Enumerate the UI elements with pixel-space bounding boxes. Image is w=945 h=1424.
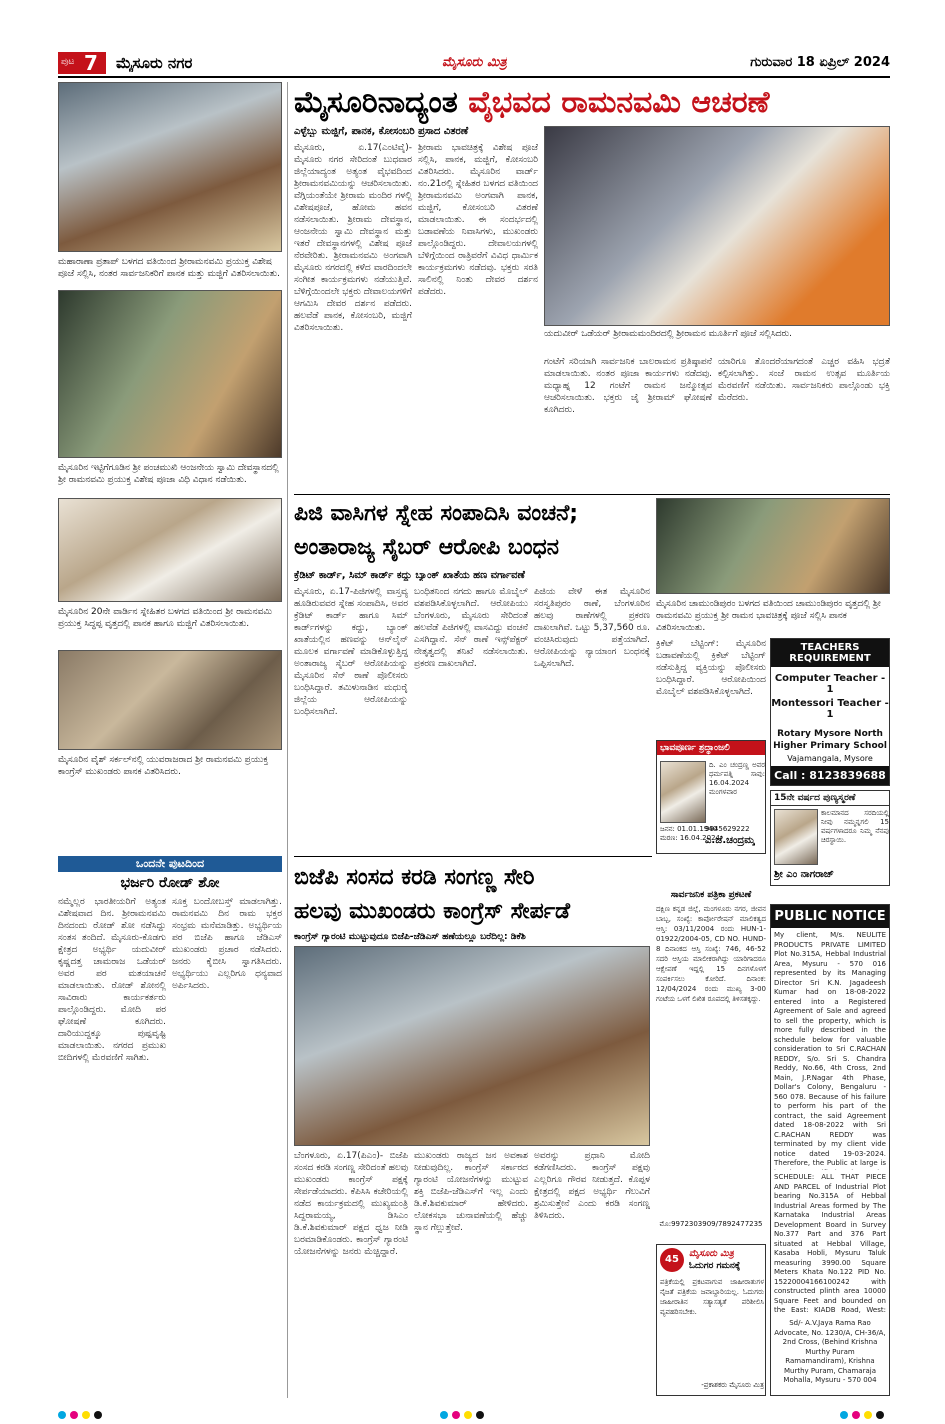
bjp-headline-1: ಬಿಜೆಪಿ ಸಂಸದ ಕರಡಿ ಸಂಗಣ್ಣ ಸೇರಿ	[294, 865, 535, 890]
cyber-headline-1: ಪಿಜಿ ವಾಸಿಗಳ ಸ್ನೇಹ ಸಂಪಾದಿಸಿ ವಂಚನೆ;	[294, 501, 579, 526]
lead-col2b: ಗಂಟೆಗೆ ಸರಿಯಾಗಿ ಸಾರ್ವಜನಿಕ ಬಾಲರಾಮನ ಪ್ರತಿಷ್ಠಾಪನೆ ಮಾಡಲಾಯಿತು. ನಂತರ ಪೂಜಾ ಕಾರ್ಯಗಳು ನಡೆದವು. ಮಧ್ಯಾಹ್ನ 12 ಗಂಟೆಗೆ ರಾಮನ ಜನ್ಮೋತ್ಸವ ಆಚರಿಸಲಾಯಿತು. ಭಕ್ತರು ಜೈ ಶ್ರೀರಾಮ್ ಘೋಷಣೆ ಕೂಗಿದರು.	[544, 357, 712, 415]
left-photo-1	[58, 82, 282, 252]
teachers-ad-place: Vajamangala, Mysore	[787, 754, 873, 763]
bjp-photo	[294, 946, 650, 1146]
cyber-subhead: ಕ್ರೆಡಿಟ್ ಕಾರ್ಡ್, ಸಿಮ್ ಕಾರ್ಡ್ ಕದ್ದು ಬ್ಯಾಂಕ್ ಖಾತೆಯ ಹಣ ವರ್ಗಾವಣೆ	[294, 570, 525, 581]
readers-note-badge: 45	[660, 1248, 684, 1272]
lead-col2: ಶ್ರೀರಾಮ ಭಾವಚಿತ್ರಕ್ಕೆ ವಿಶೇಷ ಪೂಜೆ ಸಲ್ಲಿಸಿ, ಪಾನಕ, ಮಜ್ಜಿಗೆ, ಕೋಸಂಬರಿ ವಿತರಿಸಿದರು. ಮೈಸೂರಿನ ವಾರ್ಡ್ ನಂ.21ರಲ್ಲಿ ಸ್ನೇಹಿತರ ಬಳಗದ ವತಿಯಿಂದ ಶ್ರೀರಾಮನವಮಿ ಅಂಗವಾಗಿ ಪಾನಕ, ಮಜ್ಜಿಗೆ, ಕೋಸಂಬರಿ ವಿತರಣೆ ಮಾಡಲಾಯಿತು. ಈ ಸಂದರ್ಭದಲ್ಲಿ ಬಡಾವಣೆಯ ನಿವಾಸಿಗಳು, ಮುಖಂಡರು ಪಾಲ್ಗೊಂಡಿದ್ದರು. ದೇವಾಲಯಗಳಲ್ಲಿ ಬೆಳಿಗ್ಗೆಯಿಂದ ರಾತ್ರಿವರೆಗೆ ವಿವಿಧ ಧಾರ್ಮಿಕ ಕಾರ್ಯಕ್ರಮಗಳು ನಡೆದವು. ಭಕ್ತರು ಸರತಿ ಸಾಲಿನಲ್ಲಿ ನಿಂತು ದೇವರ ದರ್ಶನ ಪಡೆದರು.	[418, 143, 538, 297]
masthead	[58, 52, 890, 74]
lead-photo	[544, 126, 890, 326]
teachers-ad-line1: Computer Teacher - 1	[774, 673, 886, 695]
obituary-death: ಮರಣ: 16.04.2024	[660, 834, 720, 842]
cyber-text-3: ಪಿಜಿಯ ವೇಳೆ ಈತ ಮೈಸೂರಿನ ಸರಸ್ವತಿಪುರಂ ಠಾಣೆ, ಬೆಂಗಳೂರಿನ ಹಲವು ಠಾಣೆಗಳಲ್ಲಿ ಪ್ರಕರಣ ದಾಖಲಾಗಿವೆ. ಒಟ್ಟು 5,37,560 ರೂ. ವಂಚಿಸಿರುವುದು ಪತ್ತೆಯಾಗಿದೆ. ಆರೋಪಿಯನ್ನು ನ್ಯಾಯಾಂಗ ಬಂಧನಕ್ಕೆ ಒಪ್ಪಿಸಲಾಗಿದೆ.	[534, 587, 650, 669]
lead-headline-part2: ವೈಭವದ ರಾಮನವಮಿ ಆಚರಣೆ	[468, 85, 770, 120]
bjp-text-1: ಬೆಂಗಳೂರು, ಏ.17(ಪಿಎಂ)- ಬಿಜೆಪಿ ಸಂಸದ ಕರಡಿ ಸಂಗಣ್ಣ ಸೇರಿದಂತೆ ಹಲವು ಮುಖಂಡರು ಕಾಂಗ್ರೆಸ್ ಪಕ್ಷಕ್ಕೆ ಸೇರ್ಪಡೆಯಾದರು. ಕೆಪಿಸಿಸಿ ಕಚೇರಿಯಲ್ಲಿ ನಡೆದ ಕಾರ್ಯಕ್ರಮದಲ್ಲಿ ಮುಖ್ಯಮಂತ್ರಿ ಸಿದ್ದರಾಮಯ್ಯ, ಡಿಸಿಎಂ ಡಿ.ಕೆ.ಶಿವಕುಮಾರ್ ಪಕ್ಷದ ಧ್ವಜ ನೀಡಿ ಬರಮಾಡಿಕೊಂಡರು. ಕಾಂಗ್ರೆಸ್ ಗ್ಯಾರಂಟಿ ಯೋಜನೆಗಳನ್ನು ಜನರು ಮೆಚ್ಚಿದ್ದಾರೆ.	[294, 1151, 408, 1257]
lead-col1: ಮೈಸೂರು, ಏ.17(ಎಂಟಿವೈ)- ಮೈಸೂರು ನಗರ ಸೇರಿದಂತೆ ಬುಧವಾರ ಜಿಲ್ಲೆಯಾದ್ಯಂತ ಅತ್ಯಂತ ವೈಭವದಿಂದ ಶ್ರೀರಾಮನವಮಿಯನ್ನು ಆಚರಿಸಲಾಯಿತು. ವೆಗ್ಗಿಯಂತೆಯೇ ಶ್ರೀರಾಮ ಮಂದಿರ ಗಳಲ್ಲಿ ವಿಶೇಷಪೂಜೆ, ಹೋಮ ಹವನ ನಡೆಸಲಾಯಿತು. ಶ್ರೀರಾಮ ದೇವಸ್ಥಾನ, ಆಂಜನೇಯ ಸ್ವಾಮಿ ದೇವಸ್ಥಾನ ಮತ್ತು ಇತರೆ ದೇವಸ್ಥಾನಗಳಲ್ಲಿ ವಿಶೇಷ ಪೂಜೆ ನೆರವೇರಿತು. ಶ್ರೀರಾಮನವಮಿ ಅಂಗವಾಗಿ ಮೈಸೂರು ನಗರದಲ್ಲಿ ಕಳೆದ ವಾರದಿಂದಲೇ ಸಂಗೀತ ಕಾರ್ಯಕ್ರಮಗಳು ನಡೆಯುತ್ತಿವೆ. ಬೆಳಿಗ್ಗೆಯಿಂದಲೇ ಭಕ್ತರು ದೇವಾಲಯಗಳಿಗೆ ಆಗಮಿಸಿ ದೇವರ ದರ್ಶನ ಪಡೆದರು. ಹಲವೆಡೆ ಪಾನಕ, ಕೋಸಂಬರಿ, ಮಜ್ಜಿಗೆ ವಿತರಿಸಲಾಯಿತು.	[294, 143, 412, 333]
readers-note-text: ಪತ್ರಿಕೆಯಲ್ಲಿ ಪ್ರಕಟವಾಗುವ ಜಾಹೀರಾತುಗಳ ನೈಜತೆ ಪತ್ರಿಕೆಯ ಜವಾಬ್ದಾರಿಯಲ್ಲ. ಓದುಗರು ಜಾಹೀರಾತಿನ ಸತ್ಯಾಸತ್ಯತೆ ಪರಿಶೀಲಿಸಿ ವ್ಯವಹರಿಸಬೇಕು.	[660, 1278, 764, 1316]
left-caption-3: ಮೈಸೂರಿನ 20ನೇ ವಾರ್ಡಿನ ಸ್ನೇಹಿತರ ಬಳಗದ ವತಿಯಿಂದ ಶ್ರೀ ರಾಮನವಮಿ ಪ್ರಯುಕ್ತ ಸಿದ್ಧಪ್ಪ ವೃತ್ತದಲ್ಲಿ ಪಾನಕ ಹಾಗೂ ಮಜ್ಜಿಗೆ ವಿತರಿಸಲಾಯಿತು.	[58, 607, 272, 629]
public-notice	[770, 904, 890, 1396]
left-photo-3	[58, 498, 282, 602]
lead-bottom-rule	[294, 494, 890, 495]
cyber-photo	[656, 498, 890, 594]
page-number-badge	[58, 52, 106, 74]
left-caption-2: ಮೈಸೂರಿನ ಇಟ್ಟಿಗೆಗೂಡಿನ ಶ್ರೀ ಪಂಚಮುಖಿ ಆಂಜನೇಯ ಸ್ವಾಮಿ ದೇವಸ್ಥಾನದಲ್ಲಿ ಶ್ರೀ ರಾಮನವಮಿ ಪ್ರಯುಕ್ತ ವಿಶೇಷ ಪೂಜಾ ವಿಧಿ ವಿಧಾನ ನಡೆಯಿತು.	[58, 463, 279, 485]
sarvajanika-title: ಸಾರ್ವಜನಿಕ ಪತ್ರಿಕಾ ಪ್ರಕಟಣೆ	[670, 890, 752, 900]
lead-photo-caption: ಯದುವೀರ್ ಒಡೆಯರ್ ಶ್ರೀರಾಮಮಂದಿರದಲ್ಲಿ ಶ್ರೀರಾಮನ ಮೂರ್ತಿಗೆ ಪೂಜೆ ಸಲ್ಲಿಸಿದರು.	[544, 329, 793, 339]
date-line: ಗುರುವಾರ 18 ಏಪ್ರಿಲ್ 2024	[750, 55, 890, 70]
readers-note-title: ಓದುಗರ ಗಮನಕ್ಕೆ	[689, 1261, 741, 1271]
bjp-headline-2: ಹಲವು ಮುಖಂಡರು ಕಾಂಗ್ರೆಸ್ ಸೇರ್ಪಡೆ	[294, 899, 570, 924]
lead-subhead: ಎಳ್ಳೆಬ್ಬು ಮಜ್ಜಿಗೆ, ಪಾನಕ, ಕೋಸಂಬರಿ ಪ್ರಸಾದ ವಿತರಣೆ	[294, 126, 469, 137]
public-notice-signature: Sd/- A.V.Jaya Rama Rao Advocate, No. 1230/A, CH-36/A, 2nd Cross, (Behind Krishna Murthy Puram Ramamandiram), Krishna Murthy Puram, Chamaraja Mohalla, Mysuru - 570 004	[774, 1319, 886, 1384]
remembrance-name: ಶ್ರೀ ಎಂ ನಾಗರಾಜ್	[774, 869, 834, 880]
public-notice-schedule: SCHEDULE: ALL THAT PIECE AND PARCEL of Industrial Plot bearing No.315A of Hebbal Industrial Areas formed by The Karnataka Industrial Areas Development Board in Survey No.377 Part and 376 Part situated at Hebbal Village, Kasaba Hobli, Mysuru Taluk measuring 3990.00 Square Meters Khata No.122 PID No. 15220004166100242 with constructed plinth area 10000 Square Feet and bounded on the East: KIADB Road, West:	[774, 1173, 886, 1314]
obituary-photo	[660, 761, 706, 823]
remembrance-title: 15ನೇ ವರ್ಷದ ಪುಣ್ಯಸ್ಮರಣೆ	[771, 791, 889, 806]
sarvajanika-text: ದಕ್ಷಿಣ ಕನ್ನಡ ಜಿಲ್ಲೆ, ಮಂಗಳೂರು ನಗರ, ಜೀವನ ಬಾಬ್ಬ, ಸಂಖ್ಯೆ: ಕಾರ್ಪೋರೇಷನ್ ಮಾಲಿಕತ್ವದ ಆಸ್ತಿ: 03/11/2004 ರಂದು HUN-1-01922/2004-05, CD NO. HUND-8 ದಿನಾಂಕದ ಆಸ್ತಿ ಸಂಖ್ಯೆ: 746, 46-52 ಸದರಿ ಆಸ್ತಿಯ ಮಾಲೀಕರಾಗಿದ್ದು ಯಾರಿಗಾದರೂ ಆಕ್ಷೇಪಣೆ ಇದ್ದಲ್ಲಿ 15 ದಿನಗಳೊಳಗೆ ಸಂಪರ್ಕಿಸಲು ಕೋರಿದೆ. ದಿನಾಂಕ: 12/04/2024 ರಂದು ಮುಖ್ಯ 3-00 ಗಂಟೆಯ ಒಳಗೆ ಲಿಖಿತ ರೂಪದಲ್ಲಿ ತಿಳಿಸತಕ್ಕದ್ದು.	[656, 905, 766, 1003]
remembrance-photo	[774, 809, 818, 865]
lead-headline-part1: ಮೈಸೂರಿನಾದ್ಯಂತ	[294, 85, 458, 120]
masthead-rule	[58, 76, 890, 78]
cyber-headline-2: ಅಂತಾರಾಜ್ಯ ಸೈಬರ್ ಆರೋಪಿ ಬಂಧನ	[294, 535, 559, 560]
readers-note-sign: -ಪ್ರಕಾಶಕರು ಮೈಸೂರು ಮಿತ್ರ	[701, 1381, 764, 1389]
teachers-ad-title: TEACHERS REQUIREMENT	[771, 639, 889, 667]
bjp-subhead: ಕಾಂಗ್ರೆಸ್ ಗ್ಯಾರಂಟಿ ಮುಟ್ಟುವುದೂ ಬಿಜೆಪಿ-ಜೆಡಿಎಸ್ ಹಣೆಯಲ್ಲೂ ಬರೆದಿಲ್ಲ: ಡಿಕೆಶಿ	[294, 932, 526, 942]
left-caption-4: ಮೈಸೂರಿನ ವೈಶ್ ಸರ್ಕಲ್‌ನಲ್ಲಿ ಯುವರಾಜರಾದ ಶ್ರೀ ರಾಮನವಮಿ ಪ್ರಯುಕ್ತ ಕಾಂಗ್ರೆಸ್ ಮುಖಂಡರು ಪಾನಕ ವಿತರಿಸಿದರು.	[58, 755, 269, 777]
lead-col3: ಯಾರಿಗೂ ತೊಂದರೆಯಾಗದಂತೆ ಎಚ್ಚರ ವಹಿಸಿ ಭದ್ರತೆ ಕಲ್ಪಿಸಲಾಗಿತ್ತು. ಸಂಜೆ ರಾಮನ ಉತ್ಸವ ಮೂರ್ತಿಯ ಮೆರವಣಿಗೆ ನಡೆಯಿತು. ಸಾರ್ವಜನಿಕರು ಪಾಲ್ಗೊಂಡು ಭಕ್ತಿ ಮೆರೆದರು.	[718, 357, 890, 403]
page-label: ಪುಟ	[61, 57, 75, 67]
page-number: 7	[84, 51, 98, 75]
teachers-ad	[770, 638, 890, 786]
public-notice-text: My client, M/s. NEULITE PRODUCTS PRIVATE LIMITED Plot No.315A, Hebbal Industrial Area, Mysuru - 570 016 represented by its Managing Director Sri K.N. Jagadeesh Kumar had on 18-08-2022 entered into a Registered Agreement of Sale and agreed to sell the property, which is more fully described in the schedule below for valuable consideration to Sri C.RACHAN REDDY, S/o. Sri S. Chandra Reddy, No.66, 4th Cross, 2nd Main, J.P.Nagar 4th Phase, Dollar's Colony, Bengaluru - 560 078. Because of his failure to perform his part of the contract, the said Agreement dated 18-08-2022 with Sri C.RACHAN REDDY was terminated by my client vide notice dated 19-03-2024. Therefore, the Public at large is	[774, 931, 886, 1167]
teachers-ad-school: Rotary Mysore North Higher Primary School	[773, 729, 887, 751]
registration-dots-right	[840, 1404, 888, 1423]
cyber-photo-caption: ಮೈಸೂರಿನ ಚಾಮುಂಡಿಪುರಂ ಬಳಗದ ವತಿಯಿಂದ ಚಾಮುಂಡಿಪುರಂ ವೃತ್ತದಲ್ಲಿ ಶ್ರೀ ರಾಮನವಮಿ ಪ್ರಯುಕ್ತ ಶ್ರೀ ರಾಮನ ಭಾವಚಿತ್ರಕ್ಕೆ ಪೂಜೆ ಸಲ್ಲಿಸಿ ಪಾನಕ ವಿತರಿಸಲಾಯಿತು.	[656, 599, 881, 633]
cyber-text-1: ಮೈಸೂರು, ಏ.17-ಪಿಜಿಗಳಲ್ಲಿ ವಾಸ್ತವ್ಯ ಹೂಡಿರುವವರ ಸ್ನೇಹ ಸಂಪಾದಿಸಿ, ಅವರ ಕ್ರೆಡಿಟ್ ಕಾರ್ಡ್ ಹಾಗೂ ಸಿಮ್ ಕಾರ್ಡ್‌ಗಳನ್ನು ಕದ್ದು, ಬ್ಯಾಂಕ್ ಖಾತೆಯಲ್ಲಿನ ಹಣವನ್ನು ಆನ್‌ಲೈನ್ ಮೂಲಕ ವರ್ಗಾವಣೆ ಮಾಡಿಕೊಳ್ಳುತ್ತಿದ್ದ ಅಂತಾರಾಜ್ಯ ಸೈಬರ್ ಆರೋಪಿಯನ್ನು ಮೈಸೂರಿನ ಸೆನ್ ಠಾಣೆ ಪೊಲೀಸರು ಬಂಧಿಸಿದ್ದಾರೆ. ತಮಿಳುನಾಡಿನ ಮಧುರೈ ಜಿಲ್ಲೆಯ ಆರೋಪಿಯನ್ನು ಬಂಧಿಸಲಾಗಿದೆ.	[294, 587, 408, 717]
section-title: ಮೈಸೂರು ನಗರ	[116, 54, 193, 72]
obituary	[656, 740, 766, 854]
obituary-name: ಎ.ಜೆ.ಚಂದ್ರಮ್ಮ	[705, 835, 756, 846]
left-photo-2	[58, 290, 282, 458]
obituary-phone: 9945629222	[705, 825, 750, 833]
readers-note-logo: ಮೈಸೂರು ಮಿತ್ರ	[689, 1249, 734, 1259]
left-photo-4	[58, 650, 282, 750]
paper-name: ಮೈಸೂರು ಮಿತ್ರ	[442, 55, 507, 70]
cyber-bottom-rule	[294, 856, 652, 857]
continuation-banner: ಒಂದನೇ ಪುಟದಿಂದ	[58, 856, 282, 872]
registration-dots-left	[58, 1404, 106, 1423]
obituary-birth: ಜನನ: 01.01.1940	[660, 825, 718, 833]
continuation-title: ಭರ್ಜರಿ ರೋಡ್ ಶೋ	[120, 875, 220, 891]
teachers-ad-call: Call : 8123839688	[771, 766, 889, 785]
left-column-rule	[287, 82, 288, 1398]
bjp-text-3: ಅವರನ್ನು ಪ್ರಧಾನಿ ಮೋದಿ ಕಡೆಗಣಿಸಿದರು. ಕಾಂಗ್ರೆಸ್ ಪಕ್ಷವು ಎಲ್ಲರಿಗೂ ಗೌರವ ನೀಡುತ್ತದೆ. ಕೊಪ್ಪಳ ಕ್ಷೇತ್ರದಲ್ಲಿ ಪಕ್ಷದ ಅಭ್ಯರ್ಥಿ ಗೆಲುವಿಗೆ ಶ್ರಮಿಸುತ್ತೇನೆ ಎಂದು ಕರಡಿ ಸಂಗಣ್ಣ ತಿಳಿಸಿದರು.	[534, 1151, 650, 1221]
public-notice-title: PUBLIC NOTICE	[771, 905, 889, 928]
sarvajanika-phone: ಮೊ:9972303909/7892477235	[659, 1220, 763, 1228]
cyber-text-2: ಬಂಧಿತನಿಂದ ನಗದು ಹಾಗೂ ಮೊಬೈಲ್ ವಶಪಡಿಸಿಕೊಳ್ಳಲಾಗಿದೆ. ಆರೋಪಿಯು ಬೆಂಗಳೂರು, ಮೈಸೂರು ಸೇರಿದಂತೆ ಹಲವೆಡೆ ಪಿಜಿಗಳಲ್ಲಿ ವಾಸವಿದ್ದು ವಂಚನೆ ಎಸಗಿದ್ದಾನೆ. ಸೆನ್ ಠಾಣೆ ಇನ್ಸ್‌ಪೆಕ್ಟರ್ ನೇತೃತ್ವದಲ್ಲಿ ತನಿಖೆ ನಡೆಸಲಾಯಿತು. ಪ್ರಕರಣ ದಾಖಲಾಗಿದೆ.	[414, 587, 528, 669]
sarvajanika-notice	[656, 890, 766, 1240]
obituary-title: ಭಾವಪೂರ್ಣ ಶ್ರದ್ಧಾಂಜಲಿ	[657, 741, 765, 755]
continuation-text: ನಮ್ಮೆಲ್ಲರ ಭಾರತೀಯರಿಗೆ ಅತ್ಯಂತ ವಿಶೇಷವಾದ ದಿನ. ಶ್ರೀರಾಮನವಮಿ ದಿನದಂದು ರೋಡ್ ಶೋ ನಡೆಸಿದ್ದು ಸಂತಸ ತಂದಿದೆ. ಮೈಸೂರು-ಕೊಡಗು ಕ್ಷೇತ್ರದ ಅಭ್ಯರ್ಥಿ ಯದುವೀರ್ ಕೃಷ್ಣದತ್ತ ಚಾಮರಾಜ ಒಡೆಯರ್ ಅವರ ಪರ ಮತಯಾಚನೆ ಮಾಡಲಾಯಿತು. ರೋಡ್ ಶೋನಲ್ಲಿ ಸಾವಿರಾರು ಕಾರ್ಯಕರ್ತರು ಪಾಲ್ಗೊಂಡಿದ್ದರು. ಮೋದಿ ಪರ ಘೋಷಣೆ ಕೂಗಿದರು. ದಾರಿಯುದ್ದಕ್ಕೂ ಪುಷ್ಪವೃಷ್ಟಿ ಮಾಡಲಾಯಿತು. ನಗರದ ಪ್ರಮುಖ ಬೀದಿಗಳಲ್ಲಿ ಮೆರವಣಿಗೆ ಸಾಗಿತು.	[58, 897, 166, 1063]
left-caption-1: ಮಹಾರಾಣಾ ಪ್ರತಾಪ್ ಬಳಗದ ವತಿಯಿಂದ ಶ್ರೀರಾಮನವಮಿ ಪ್ರಯುಕ್ತ ವಿಶೇಷ ಪೂಜೆ ಸಲ್ಲಿಸಿ, ನಂತರ ಸಾರ್ವಜನಿಕರಿಗೆ ಪಾನಕ ಮತ್ತು ಮಜ್ಜಿಗೆ ವಿತರಿಸಲಾಯಿತು.	[58, 257, 281, 279]
continuation-text-2: ಸೂಕ್ತ ಬಂದೋಬಸ್ತ್ ಮಾಡಲಾಗಿತ್ತು. ರಾಮನವಮಿ ದಿನ ರಾಮ ಭಕ್ತರ ಸಂಭ್ರಮ ಮನೆಮಾಡಿತ್ತು. ಅಭ್ಯರ್ಥಿಯ ಪರ ಬಿಜೆಪಿ ಹಾಗೂ ಜೆಡಿಎಸ್ ಮುಖಂಡರು ಪ್ರಚಾರ ನಡೆಸಿದರು. ಜನರು ಕೈಬೀಸಿ ಸ್ವಾಗತಿಸಿದರು. ಅಭ್ಯರ್ಥಿಯು ಎಲ್ಲರಿಗೂ ಧನ್ಯವಾದ ಅರ್ಪಿಸಿದರು.	[172, 897, 282, 991]
readers-note	[656, 1244, 766, 1396]
obituary-details: ದಿ. ಎಂ ಚಂದ್ರಣ್ಣ ಅವರ ಧರ್ಮಪತ್ನಿ ಸಾವು: 16.04.2024 ಮಂಗಳವಾರ	[709, 761, 765, 796]
lead-headline	[294, 82, 890, 124]
remembrance-text: ಕಾಲಮಾನದ ಸರದಿಯಲ್ಲಿ ನೀವು ನಮ್ಮನ್ನಗಲಿ 15 ವರ್ಷಗಳಾದರೂ ನಿಮ್ಮ ನೆನಪು ಚಿರಸ್ಥಾಯಿ.	[821, 809, 889, 844]
bjp-text-2: ಮುಖಂಡರು ರಾಜ್ಯದ ಜನ ಅವಕಾಶ ನೀಡುವುದಿಲ್ಲ. ಕಾಂಗ್ರೆಸ್ ಸರ್ಕಾರದ ಗ್ಯಾರಂಟಿ ಯೋಜನೆಗಳನ್ನು ಮುಟ್ಟುವ ಶಕ್ತಿ ಬಿಜೆಪಿ-ಜೆಡಿಎಸ್‌ಗೆ ಇಲ್ಲ ಎಂದು ಡಿ.ಕೆ.ಶಿವಕುಮಾರ್ ಹೇಳಿದರು. ಲೋಕಸಭಾ ಚುನಾವಣೆಯಲ್ಲಿ ಹೆಚ್ಚು ಸ್ಥಾನ ಗೆಲ್ಲುತ್ತೇವೆ.	[414, 1151, 528, 1233]
remembrance	[770, 790, 890, 886]
cyber-side-text: ಕ್ರಿಕೆಟ್ ಬೆಟ್ಟಿಂಗ್: ಮೈಸೂರಿನ ಬಡಾವಣೆಯಲ್ಲಿ ಕ್ರಿಕೆಟ್ ಬೆಟ್ಟಿಂಗ್ ನಡೆಸುತ್ತಿದ್ದ ವ್ಯಕ್ತಿಯನ್ನು ಪೊಲೀಸರು ಬಂಧಿಸಿದ್ದಾರೆ. ಆರೋಪಿಯಿಂದ ಮೊಬೈಲ್ ವಶಪಡಿಸಿಕೊಳ್ಳಲಾಗಿದೆ.	[656, 639, 766, 697]
teachers-ad-line2: Montessori Teacher - 1	[771, 698, 889, 720]
registration-dots-center	[440, 1404, 488, 1423]
